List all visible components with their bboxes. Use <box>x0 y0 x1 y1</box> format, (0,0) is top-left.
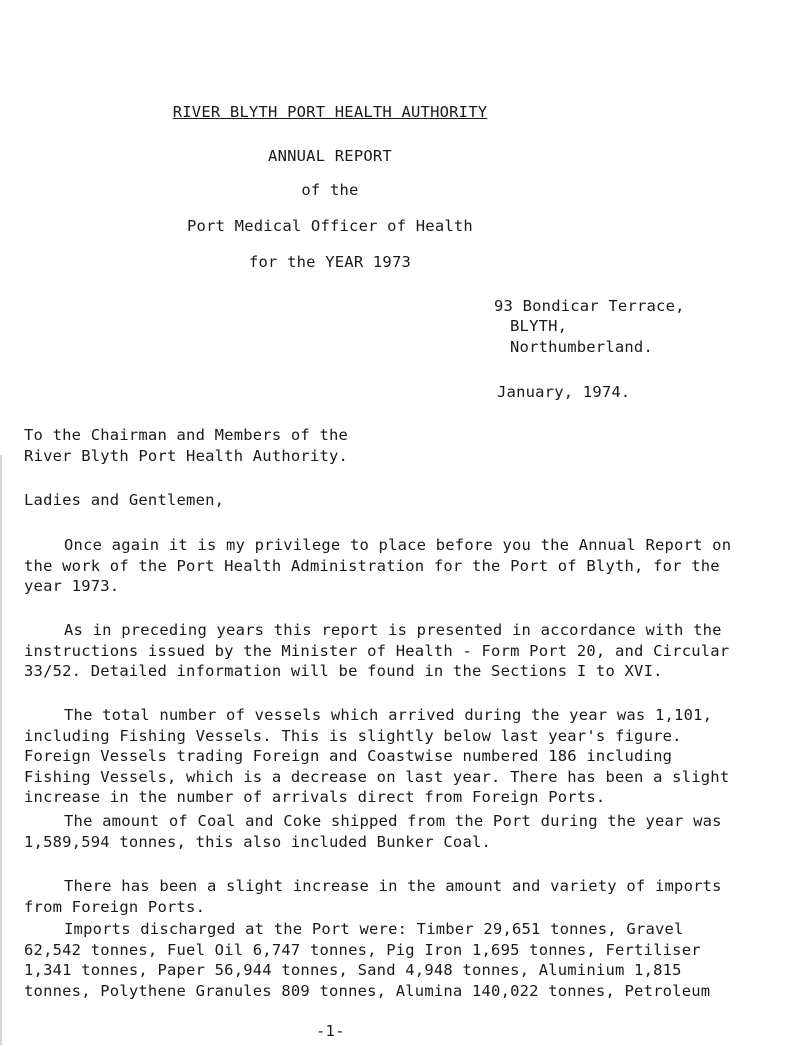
report-heading: ANNUAL REPORT <box>268 147 392 165</box>
paragraph-imports-increase: There has been a slight increase in the amount and variety of imports from Foreign Ports. <box>24 877 722 916</box>
recipient-line-2: River Blyth Port Health Authority. <box>24 447 349 465</box>
report-heading-of-the: of the <box>301 181 359 199</box>
salutation: Ladies and Gentlemen, <box>24 491 225 509</box>
address-street: 93 Bondicar Terrace, <box>494 297 685 315</box>
address-county: Northumberland. <box>510 338 653 356</box>
authority-title: RIVER BLYTH PORT HEALTH AUTHORITY <box>172 103 488 121</box>
paragraph-intro: Once again it is my privilege to place before you the Annual Report on the work of the Port Health Administration for the Port of Blyth, for the year 1973. <box>24 536 732 595</box>
report-heading-year: for the YEAR 1973 <box>248 253 412 271</box>
paragraph-instructions: As in preceding years this report is presented in accordance with the instructions issued by the Minister of Health - Form Port 20, and Circular 33/52. Detailed information will be found in the Sections I to XVI. <box>24 621 730 680</box>
report-heading-officer: Port Medical Officer of Health <box>187 217 473 235</box>
paragraph-coal: The amount of Coal and Coke shipped from the Port during the year was 1,589,594 tonnes, this also included Bunker Coal. <box>24 812 722 851</box>
letter-date: January, 1974. <box>497 383 631 401</box>
recipient-line-1: To the Chairman and Members of the <box>24 426 349 444</box>
paragraph-imports-list: Imports discharged at the Port were: Timber 29,651 tonnes, Gravel 62,542 tonnes, Fuel Oil 6,747 tonnes, Pig Iron 1,695 tonnes, Fertiliser 1,341 tonnes, Paper 56,944 tonnes, Sand 4,948 tonnes, Aluminium 1,815 tonnes, Polythene Granules 809 tonnes, Alumina 140,022 tonnes, Petroleum <box>24 920 711 1000</box>
address-town: BLYTH, <box>510 317 568 335</box>
page-edge-shadow <box>0 455 2 1045</box>
page-number: -1- <box>316 1022 345 1040</box>
paragraph-vessels: The total number of vessels which arrived during the year was 1,101, including Fishing Vessels. This is slightly below last year's figure. Foreign Vessels trading Foreign and Coastwise numbered 186 including Fishing Vessels, which is a decrease on last year. There has been a slight increase in the number of arrivals direct from Foreign Ports. <box>24 706 730 806</box>
